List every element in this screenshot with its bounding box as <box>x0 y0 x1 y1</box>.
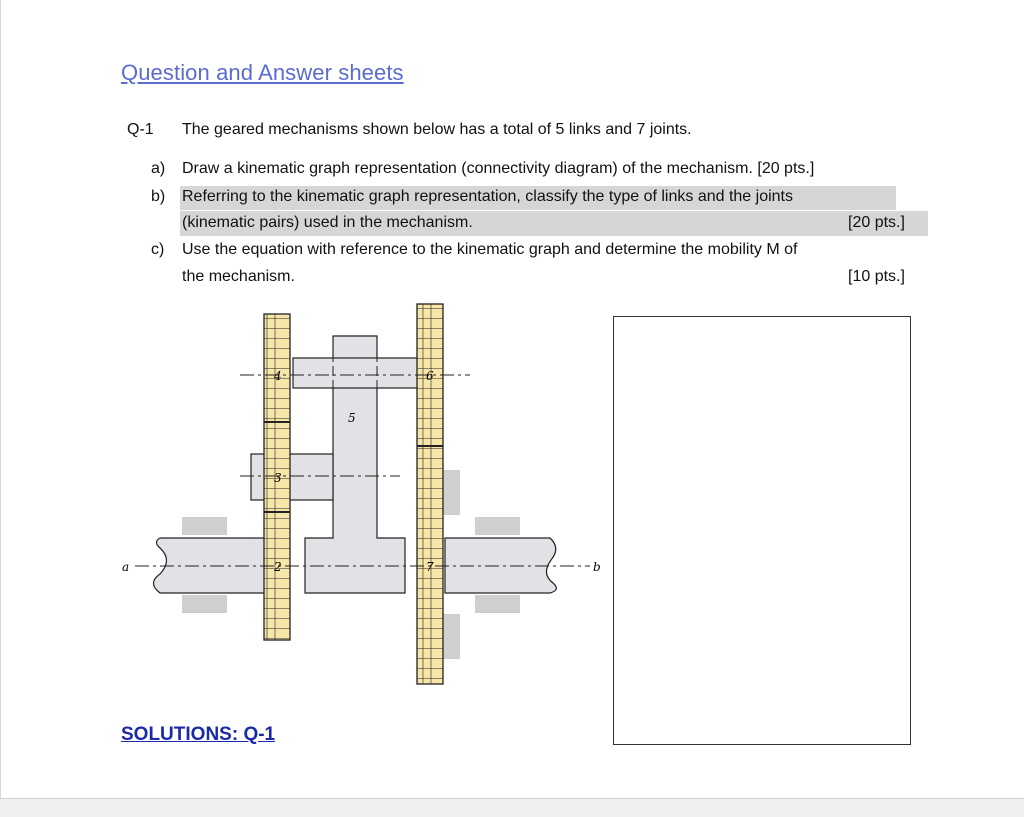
answer-box[interactable] <box>613 316 911 745</box>
bearing-block <box>442 614 460 659</box>
item-c-text-line1: Use the equation with reference to the kinematic graph and determine the mobility M of <box>182 241 798 258</box>
bearing-block <box>182 595 227 613</box>
solutions-heading: SOLUTIONS: Q-1 <box>121 724 276 745</box>
bearing-block <box>475 595 520 613</box>
shaft-b-label: b <box>593 560 601 574</box>
item-b-text-line2: (kinematic pairs) used in the mechanism. <box>182 214 473 231</box>
gear-3-label: 3 <box>274 471 282 485</box>
gear-2-label: 2 <box>274 560 282 574</box>
carrier-5-label: 5 <box>348 411 356 425</box>
item-c-points: [10 pts.] <box>848 268 905 285</box>
geared-mechanism-figure <box>115 298 605 690</box>
window-bottom-bar <box>0 798 1024 817</box>
shaft-a-label: a <box>122 560 130 574</box>
item-c-letter: c) <box>151 241 165 258</box>
item-a-letter: a) <box>151 160 166 177</box>
gear-7-label: 7 <box>426 560 434 574</box>
item-b-text-line1: Referring to the kinematic graph representation, classify the type of links and the joints <box>182 188 793 205</box>
item-c-text-line2: the mechanism. <box>182 268 295 285</box>
page-heading: Question and Answer sheets <box>121 60 404 85</box>
question-number: Q-1 <box>127 121 154 138</box>
planet-shaft <box>293 358 418 388</box>
bearing-block <box>475 517 520 535</box>
item-b-points: [20 pts.] <box>848 214 905 231</box>
idler-shaft <box>251 454 333 500</box>
bearing-block <box>182 517 227 535</box>
question-text: The geared mechanisms shown below has a total of 5 links and 7 joints. <box>182 121 692 138</box>
item-a-text: Draw a kinematic graph representation (connectivity diagram) of the mechanism. [20 pts.] <box>182 160 815 177</box>
ring-gear-stack-right <box>417 304 443 684</box>
bearing-block <box>442 470 460 515</box>
item-b-letter: b) <box>151 188 166 205</box>
gear-4-label: 4 <box>274 369 282 383</box>
gear-6-label: 6 <box>426 369 434 383</box>
